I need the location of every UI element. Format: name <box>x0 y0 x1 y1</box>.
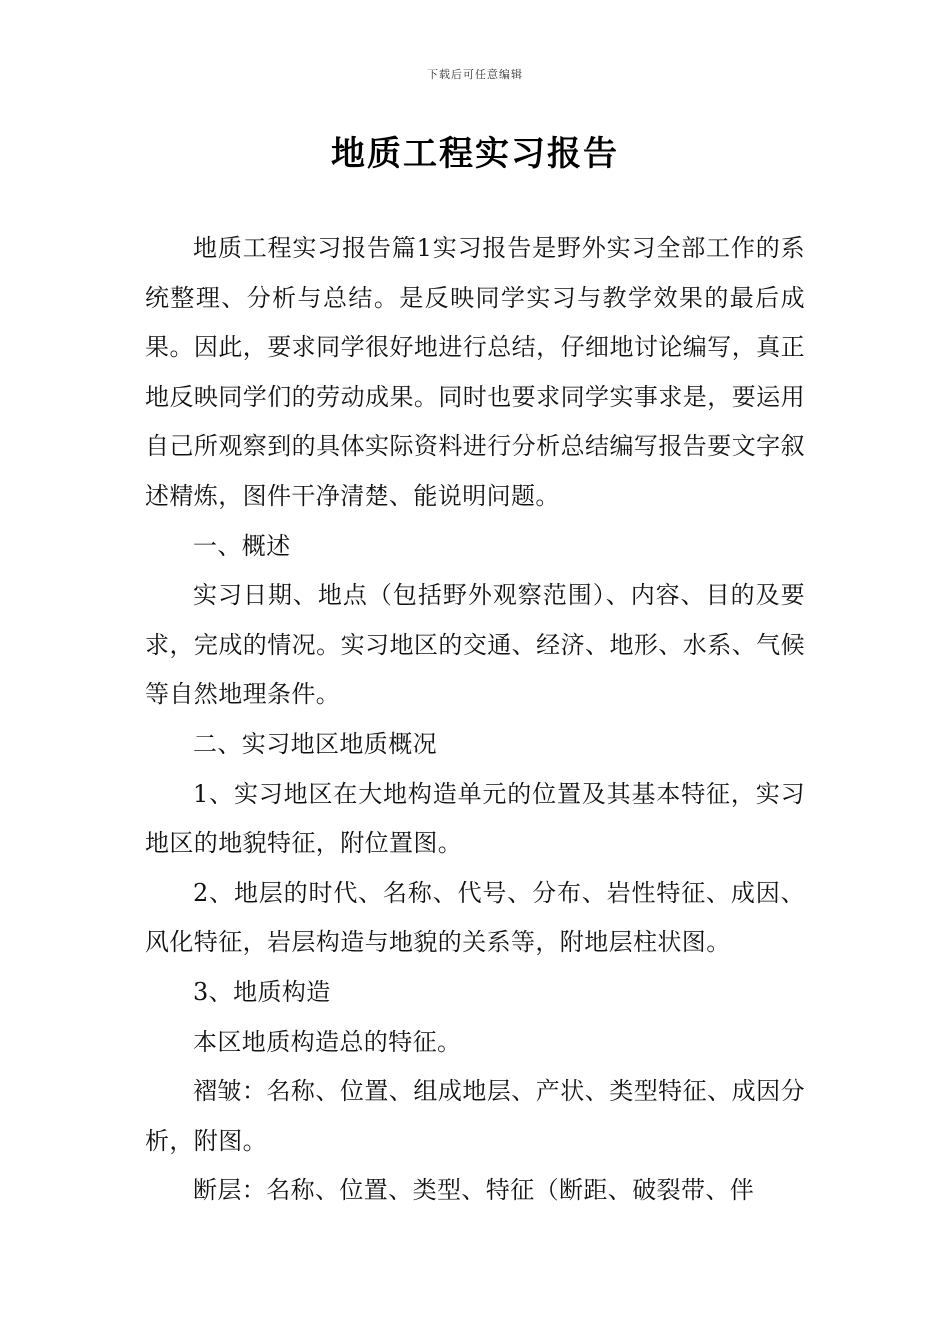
document-title: 地质工程实习报告 <box>331 134 619 174</box>
paragraph-structure-summary: 本区地质构造总的特征。 <box>193 1027 462 1056</box>
paragraph-faults: 断层：名称、位置、类型、特征（断距、破裂带、伴 <box>193 1176 755 1205</box>
header-note: 下载后可任意编辑 <box>427 68 523 81</box>
section-heading-overview: 一、概述 <box>193 531 291 560</box>
paragraph-tectonic-position: 1、实习地区在大地构造单元的位置及其基本特征，实习地区的地貌特征，附位置图。 <box>145 779 805 858</box>
paragraph-overview: 实习日期、地点（包括野外观察范围）、内容、目的及要求，完成的情况。实习地区的交通、经济、地形、水系、气候等自然地理条件。 <box>145 581 805 709</box>
paragraph-folds: 褶皱：名称、位置、组成地层、产状、类型特征、成因分析，附图。 <box>145 1077 805 1155</box>
paragraph-intro: 地质工程实习报告篇1实习报告是野外实习全部工作的系统整理、分析与总结。是反映同学实习与教学效果的最后成果。因此，要求同学很好地进行总结，仔细地讨论编写，真正地反映同学们的劳动成果。同时也要求同学实事求是，要运用自己所观察到的具体实际资料进行分析总结编写报告要文字叙述精炼，图件干净清楚、能说明问题。 <box>145 234 805 510</box>
section-heading-geology: 二、实习地区地质概况 <box>193 729 437 758</box>
document-body <box>145 224 805 1216</box>
paragraph-strata: 2、地层的时代、名称、代号、分布、岩性特征、成因、风化特征，岩层构造与地貌的关系等，附地层柱状图。 <box>145 878 805 957</box>
subheading-structure: 3、地质构造 <box>193 977 331 1006</box>
